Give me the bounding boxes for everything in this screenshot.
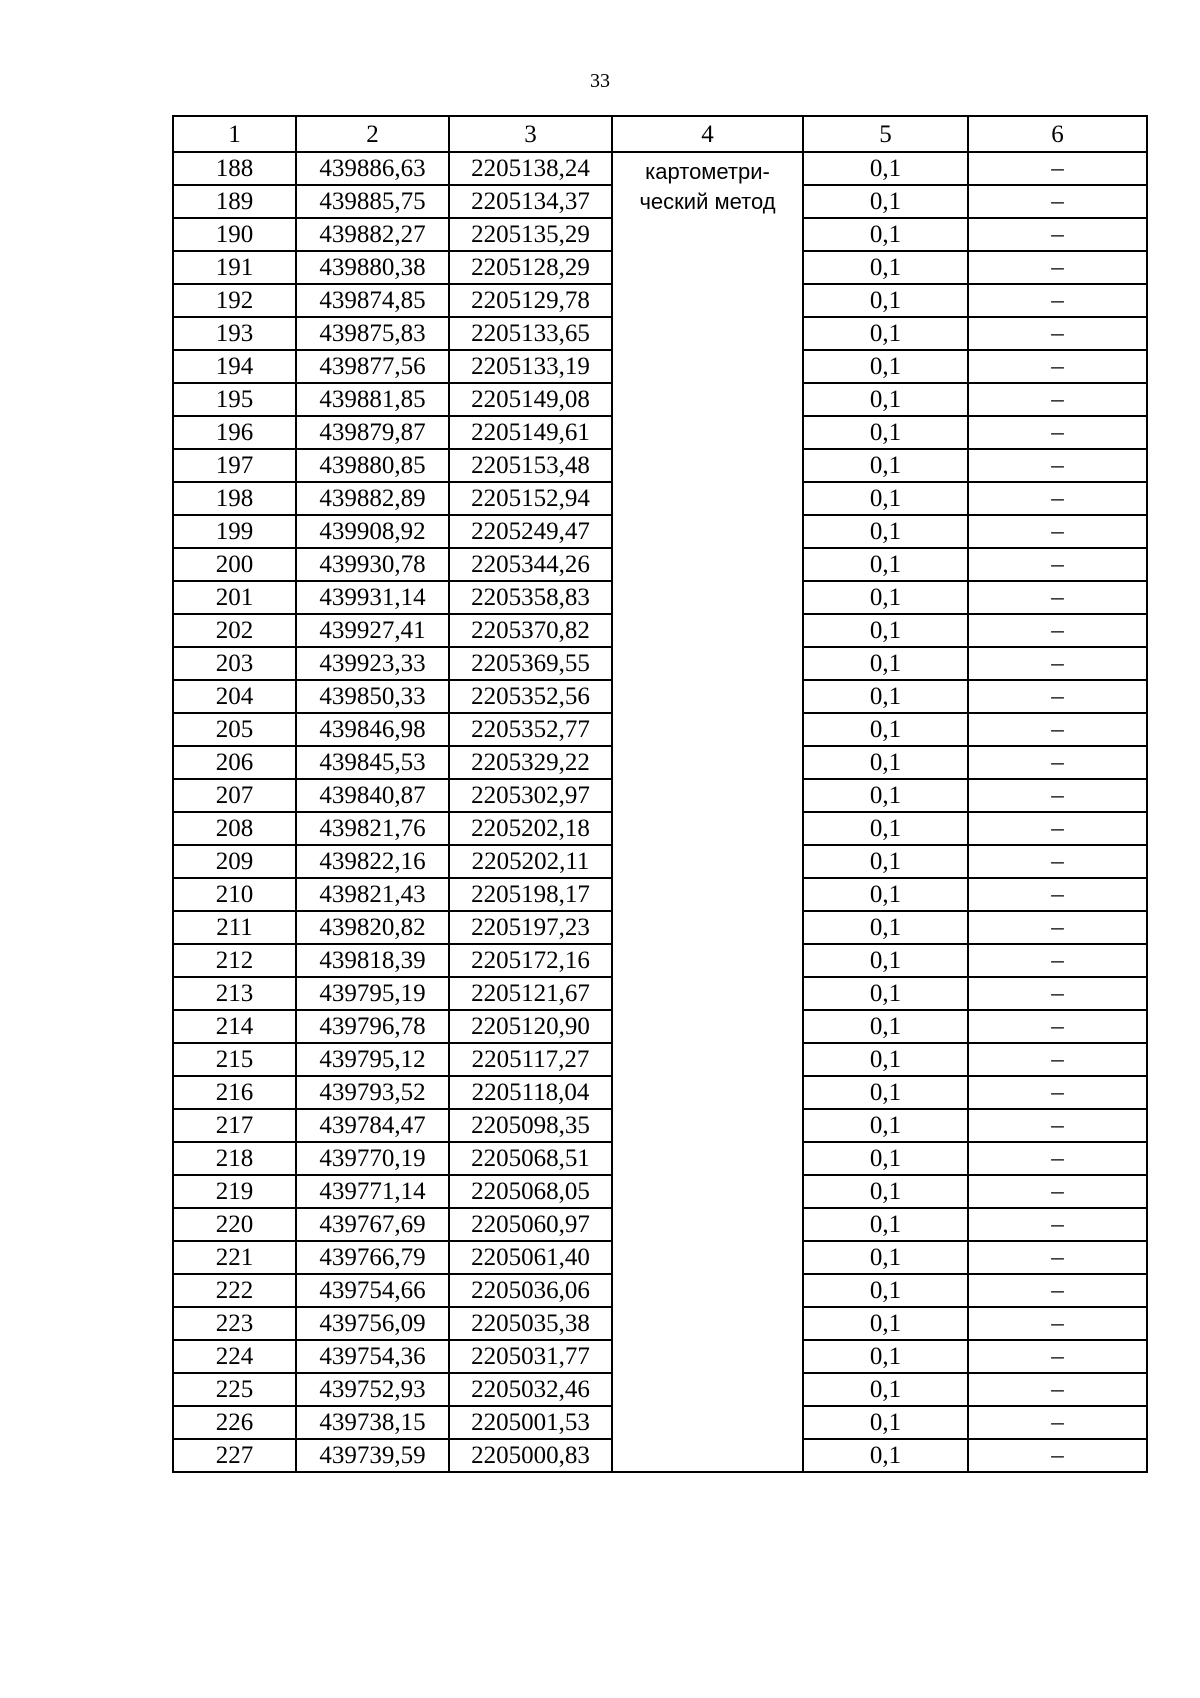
point-number-cell: 212 xyxy=(173,944,296,977)
description-cell: – xyxy=(968,1010,1147,1043)
point-number-cell: 220 xyxy=(173,1208,296,1241)
point-number-cell: 205 xyxy=(173,713,296,746)
description-cell: – xyxy=(968,779,1147,812)
accuracy-cell: 0,1 xyxy=(803,647,968,680)
y-coordinate-cell: 2205133,65 xyxy=(449,317,612,350)
x-coordinate-cell: 439767,69 xyxy=(296,1208,449,1241)
header-cell-3: 3 xyxy=(449,116,612,152)
point-number-cell: 188 xyxy=(173,152,296,185)
point-number-cell: 227 xyxy=(173,1439,296,1472)
header-cell-4: 4 xyxy=(612,116,803,152)
point-number-cell: 200 xyxy=(173,548,296,581)
x-coordinate-cell: 439930,78 xyxy=(296,548,449,581)
accuracy-cell: 0,1 xyxy=(803,746,968,779)
x-coordinate-cell: 439822,16 xyxy=(296,845,449,878)
table-body xyxy=(173,116,1147,1472)
point-number-cell: 203 xyxy=(173,647,296,680)
description-cell: – xyxy=(968,515,1147,548)
x-coordinate-cell: 439770,19 xyxy=(296,1142,449,1175)
point-number-cell: 223 xyxy=(173,1307,296,1340)
description-cell: – xyxy=(968,350,1147,383)
description-cell: – xyxy=(968,647,1147,680)
x-coordinate-cell: 439756,09 xyxy=(296,1307,449,1340)
accuracy-cell: 0,1 xyxy=(803,317,968,350)
description-cell: – xyxy=(968,812,1147,845)
point-number-cell: 192 xyxy=(173,284,296,317)
description-cell: – xyxy=(968,746,1147,779)
x-coordinate-cell: 439908,92 xyxy=(296,515,449,548)
point-number-cell: 221 xyxy=(173,1241,296,1274)
accuracy-cell: 0,1 xyxy=(803,977,968,1010)
description-cell: – xyxy=(968,1109,1147,1142)
accuracy-cell: 0,1 xyxy=(803,614,968,647)
y-coordinate-cell: 2205198,17 xyxy=(449,878,612,911)
accuracy-cell: 0,1 xyxy=(803,1439,968,1472)
method-text-line: ческий метод xyxy=(639,189,776,214)
accuracy-cell: 0,1 xyxy=(803,779,968,812)
y-coordinate-cell: 2205120,90 xyxy=(449,1010,612,1043)
accuracy-cell: 0,1 xyxy=(803,581,968,614)
y-coordinate-cell: 2205202,18 xyxy=(449,812,612,845)
x-coordinate-cell: 439879,87 xyxy=(296,416,449,449)
y-coordinate-cell: 2205031,77 xyxy=(449,1340,612,1373)
description-cell: – xyxy=(968,185,1147,218)
accuracy-cell: 0,1 xyxy=(803,1109,968,1142)
x-coordinate-cell: 439875,83 xyxy=(296,317,449,350)
x-coordinate-cell: 439766,79 xyxy=(296,1241,449,1274)
y-coordinate-cell: 2205098,35 xyxy=(449,1109,612,1142)
description-cell: – xyxy=(968,1076,1147,1109)
description-cell: – xyxy=(968,284,1147,317)
description-cell: – xyxy=(968,449,1147,482)
table-row xyxy=(173,152,1147,185)
accuracy-cell: 0,1 xyxy=(803,383,968,416)
point-number-cell: 207 xyxy=(173,779,296,812)
x-coordinate-cell: 439882,27 xyxy=(296,218,449,251)
accuracy-cell: 0,1 xyxy=(803,944,968,977)
y-coordinate-cell: 2205153,48 xyxy=(449,449,612,482)
y-coordinate-cell: 2205197,23 xyxy=(449,911,612,944)
point-number-cell: 222 xyxy=(173,1274,296,1307)
x-coordinate-cell: 439882,89 xyxy=(296,482,449,515)
point-number-cell: 208 xyxy=(173,812,296,845)
accuracy-cell: 0,1 xyxy=(803,1241,968,1274)
point-number-cell: 226 xyxy=(173,1406,296,1439)
description-cell: – xyxy=(968,152,1147,185)
x-coordinate-cell: 439931,14 xyxy=(296,581,449,614)
y-coordinate-cell: 2205129,78 xyxy=(449,284,612,317)
y-coordinate-cell: 2205369,55 xyxy=(449,647,612,680)
point-number-cell: 225 xyxy=(173,1373,296,1406)
point-number-cell: 198 xyxy=(173,482,296,515)
description-cell: – xyxy=(968,713,1147,746)
x-coordinate-cell: 439845,53 xyxy=(296,746,449,779)
accuracy-cell: 0,1 xyxy=(803,152,968,185)
x-coordinate-cell: 439795,19 xyxy=(296,977,449,1010)
accuracy-cell: 0,1 xyxy=(803,482,968,515)
x-coordinate-cell: 439885,75 xyxy=(296,185,449,218)
description-cell: – xyxy=(968,1406,1147,1439)
point-number-cell: 211 xyxy=(173,911,296,944)
y-coordinate-cell: 2205135,29 xyxy=(449,218,612,251)
accuracy-cell: 0,1 xyxy=(803,1406,968,1439)
method-cell xyxy=(612,152,803,1472)
header-row xyxy=(173,116,1147,152)
header-cell-2: 2 xyxy=(296,116,449,152)
header-cell-6: 6 xyxy=(968,116,1147,152)
point-number-cell: 194 xyxy=(173,350,296,383)
page-number: 33 xyxy=(590,70,610,92)
point-number-cell: 201 xyxy=(173,581,296,614)
point-number-cell: 204 xyxy=(173,680,296,713)
accuracy-cell: 0,1 xyxy=(803,185,968,218)
accuracy-cell: 0,1 xyxy=(803,1010,968,1043)
x-coordinate-cell: 439846,98 xyxy=(296,713,449,746)
y-coordinate-cell: 2205152,94 xyxy=(449,482,612,515)
description-cell: – xyxy=(968,1373,1147,1406)
y-coordinate-cell: 2205344,26 xyxy=(449,548,612,581)
accuracy-cell: 0,1 xyxy=(803,350,968,383)
accuracy-cell: 0,1 xyxy=(803,1208,968,1241)
accuracy-cell: 0,1 xyxy=(803,680,968,713)
description-cell: – xyxy=(968,1439,1147,1472)
point-number-cell: 210 xyxy=(173,878,296,911)
y-coordinate-cell: 2205128,29 xyxy=(449,251,612,284)
y-coordinate-cell: 2205000,83 xyxy=(449,1439,612,1472)
accuracy-cell: 0,1 xyxy=(803,1076,968,1109)
x-coordinate-cell: 439784,47 xyxy=(296,1109,449,1142)
accuracy-cell: 0,1 xyxy=(803,1175,968,1208)
x-coordinate-cell: 439850,33 xyxy=(296,680,449,713)
description-cell: – xyxy=(968,548,1147,581)
accuracy-cell: 0,1 xyxy=(803,218,968,251)
y-coordinate-cell: 2205068,05 xyxy=(449,1175,612,1208)
description-cell: – xyxy=(968,317,1147,350)
y-coordinate-cell: 2205117,27 xyxy=(449,1043,612,1076)
y-coordinate-cell: 2205133,19 xyxy=(449,350,612,383)
y-coordinate-cell: 2205302,97 xyxy=(449,779,612,812)
accuracy-cell: 0,1 xyxy=(803,449,968,482)
x-coordinate-cell: 439874,85 xyxy=(296,284,449,317)
y-coordinate-cell: 2205001,53 xyxy=(449,1406,612,1439)
description-cell: – xyxy=(968,251,1147,284)
point-number-cell: 197 xyxy=(173,449,296,482)
x-coordinate-cell: 439927,41 xyxy=(296,614,449,647)
accuracy-cell: 0,1 xyxy=(803,911,968,944)
description-cell: – xyxy=(968,581,1147,614)
description-cell: – xyxy=(968,482,1147,515)
y-coordinate-cell: 2205329,22 xyxy=(449,746,612,779)
x-coordinate-cell: 439923,33 xyxy=(296,647,449,680)
y-coordinate-cell: 2205118,04 xyxy=(449,1076,612,1109)
point-number-cell: 196 xyxy=(173,416,296,449)
accuracy-cell: 0,1 xyxy=(803,515,968,548)
x-coordinate-cell: 439880,38 xyxy=(296,251,449,284)
description-cell: – xyxy=(968,1340,1147,1373)
x-coordinate-cell: 439754,36 xyxy=(296,1340,449,1373)
accuracy-cell: 0,1 xyxy=(803,1373,968,1406)
x-coordinate-cell: 439821,43 xyxy=(296,878,449,911)
y-coordinate-cell: 2205061,40 xyxy=(449,1241,612,1274)
y-coordinate-cell: 2205060,97 xyxy=(449,1208,612,1241)
description-cell: – xyxy=(968,911,1147,944)
x-coordinate-cell: 439886,63 xyxy=(296,152,449,185)
point-number-cell: 224 xyxy=(173,1340,296,1373)
description-cell: – xyxy=(968,1241,1147,1274)
y-coordinate-cell: 2205172,16 xyxy=(449,944,612,977)
x-coordinate-cell: 439795,12 xyxy=(296,1043,449,1076)
description-cell: – xyxy=(968,977,1147,1010)
y-coordinate-cell: 2205149,61 xyxy=(449,416,612,449)
description-cell: – xyxy=(968,416,1147,449)
y-coordinate-cell: 2205149,08 xyxy=(449,383,612,416)
x-coordinate-cell: 439821,76 xyxy=(296,812,449,845)
y-coordinate-cell: 2205134,37 xyxy=(449,185,612,218)
header-cell-5: 5 xyxy=(803,116,968,152)
point-number-cell: 191 xyxy=(173,251,296,284)
point-number-cell: 215 xyxy=(173,1043,296,1076)
accuracy-cell: 0,1 xyxy=(803,1043,968,1076)
x-coordinate-cell: 439752,93 xyxy=(296,1373,449,1406)
description-cell: – xyxy=(968,1142,1147,1175)
accuracy-cell: 0,1 xyxy=(803,251,968,284)
x-coordinate-cell: 439793,52 xyxy=(296,1076,449,1109)
y-coordinate-cell: 2205068,51 xyxy=(449,1142,612,1175)
description-cell: – xyxy=(968,878,1147,911)
y-coordinate-cell: 2205352,77 xyxy=(449,713,612,746)
x-coordinate-cell: 439754,66 xyxy=(296,1274,449,1307)
accuracy-cell: 0,1 xyxy=(803,416,968,449)
x-coordinate-cell: 439738,15 xyxy=(296,1406,449,1439)
point-number-cell: 218 xyxy=(173,1142,296,1175)
accuracy-cell: 0,1 xyxy=(803,1307,968,1340)
description-cell: – xyxy=(968,1175,1147,1208)
x-coordinate-cell: 439881,85 xyxy=(296,383,449,416)
accuracy-cell: 0,1 xyxy=(803,812,968,845)
x-coordinate-cell: 439840,87 xyxy=(296,779,449,812)
y-coordinate-cell: 2205032,46 xyxy=(449,1373,612,1406)
accuracy-cell: 0,1 xyxy=(803,284,968,317)
description-cell: – xyxy=(968,1274,1147,1307)
y-coordinate-cell: 2205358,83 xyxy=(449,581,612,614)
point-number-cell: 209 xyxy=(173,845,296,878)
x-coordinate-cell: 439771,14 xyxy=(296,1175,449,1208)
y-coordinate-cell: 2205036,06 xyxy=(449,1274,612,1307)
y-coordinate-cell: 2205370,82 xyxy=(449,614,612,647)
y-coordinate-cell: 2205249,47 xyxy=(449,515,612,548)
description-cell: – xyxy=(968,218,1147,251)
point-number-cell: 195 xyxy=(173,383,296,416)
y-coordinate-cell: 2205352,56 xyxy=(449,680,612,713)
point-number-cell: 213 xyxy=(173,977,296,1010)
accuracy-cell: 0,1 xyxy=(803,845,968,878)
accuracy-cell: 0,1 xyxy=(803,548,968,581)
description-cell: – xyxy=(968,1208,1147,1241)
y-coordinate-cell: 2205138,24 xyxy=(449,152,612,185)
description-cell: – xyxy=(968,1307,1147,1340)
description-cell: – xyxy=(968,845,1147,878)
x-coordinate-cell: 439818,39 xyxy=(296,944,449,977)
description-cell: – xyxy=(968,680,1147,713)
y-coordinate-cell: 2205035,38 xyxy=(449,1307,612,1340)
description-cell: – xyxy=(968,944,1147,977)
description-cell: – xyxy=(968,614,1147,647)
point-number-cell: 189 xyxy=(173,185,296,218)
point-number-cell: 202 xyxy=(173,614,296,647)
y-coordinate-cell: 2205202,11 xyxy=(449,845,612,878)
y-coordinate-cell: 2205121,67 xyxy=(449,977,612,1010)
accuracy-cell: 0,1 xyxy=(803,1274,968,1307)
x-coordinate-cell: 439877,56 xyxy=(296,350,449,383)
point-number-cell: 217 xyxy=(173,1109,296,1142)
point-number-cell: 190 xyxy=(173,218,296,251)
x-coordinate-cell: 439820,82 xyxy=(296,911,449,944)
point-number-cell: 216 xyxy=(173,1076,296,1109)
method-text-line: картометри- xyxy=(645,159,770,184)
point-number-cell: 214 xyxy=(173,1010,296,1043)
accuracy-cell: 0,1 xyxy=(803,1340,968,1373)
description-cell: – xyxy=(968,1043,1147,1076)
accuracy-cell: 0,1 xyxy=(803,1142,968,1175)
point-number-cell: 206 xyxy=(173,746,296,779)
x-coordinate-cell: 439796,78 xyxy=(296,1010,449,1043)
x-coordinate-cell: 439739,59 xyxy=(296,1439,449,1472)
point-number-cell: 219 xyxy=(173,1175,296,1208)
header-cell-1: 1 xyxy=(173,116,296,152)
point-number-cell: 199 xyxy=(173,515,296,548)
accuracy-cell: 0,1 xyxy=(803,713,968,746)
accuracy-cell: 0,1 xyxy=(803,878,968,911)
x-coordinate-cell: 439880,85 xyxy=(296,449,449,482)
point-number-cell: 193 xyxy=(173,317,296,350)
coordinates-table xyxy=(172,115,1148,1473)
description-cell: – xyxy=(968,383,1147,416)
